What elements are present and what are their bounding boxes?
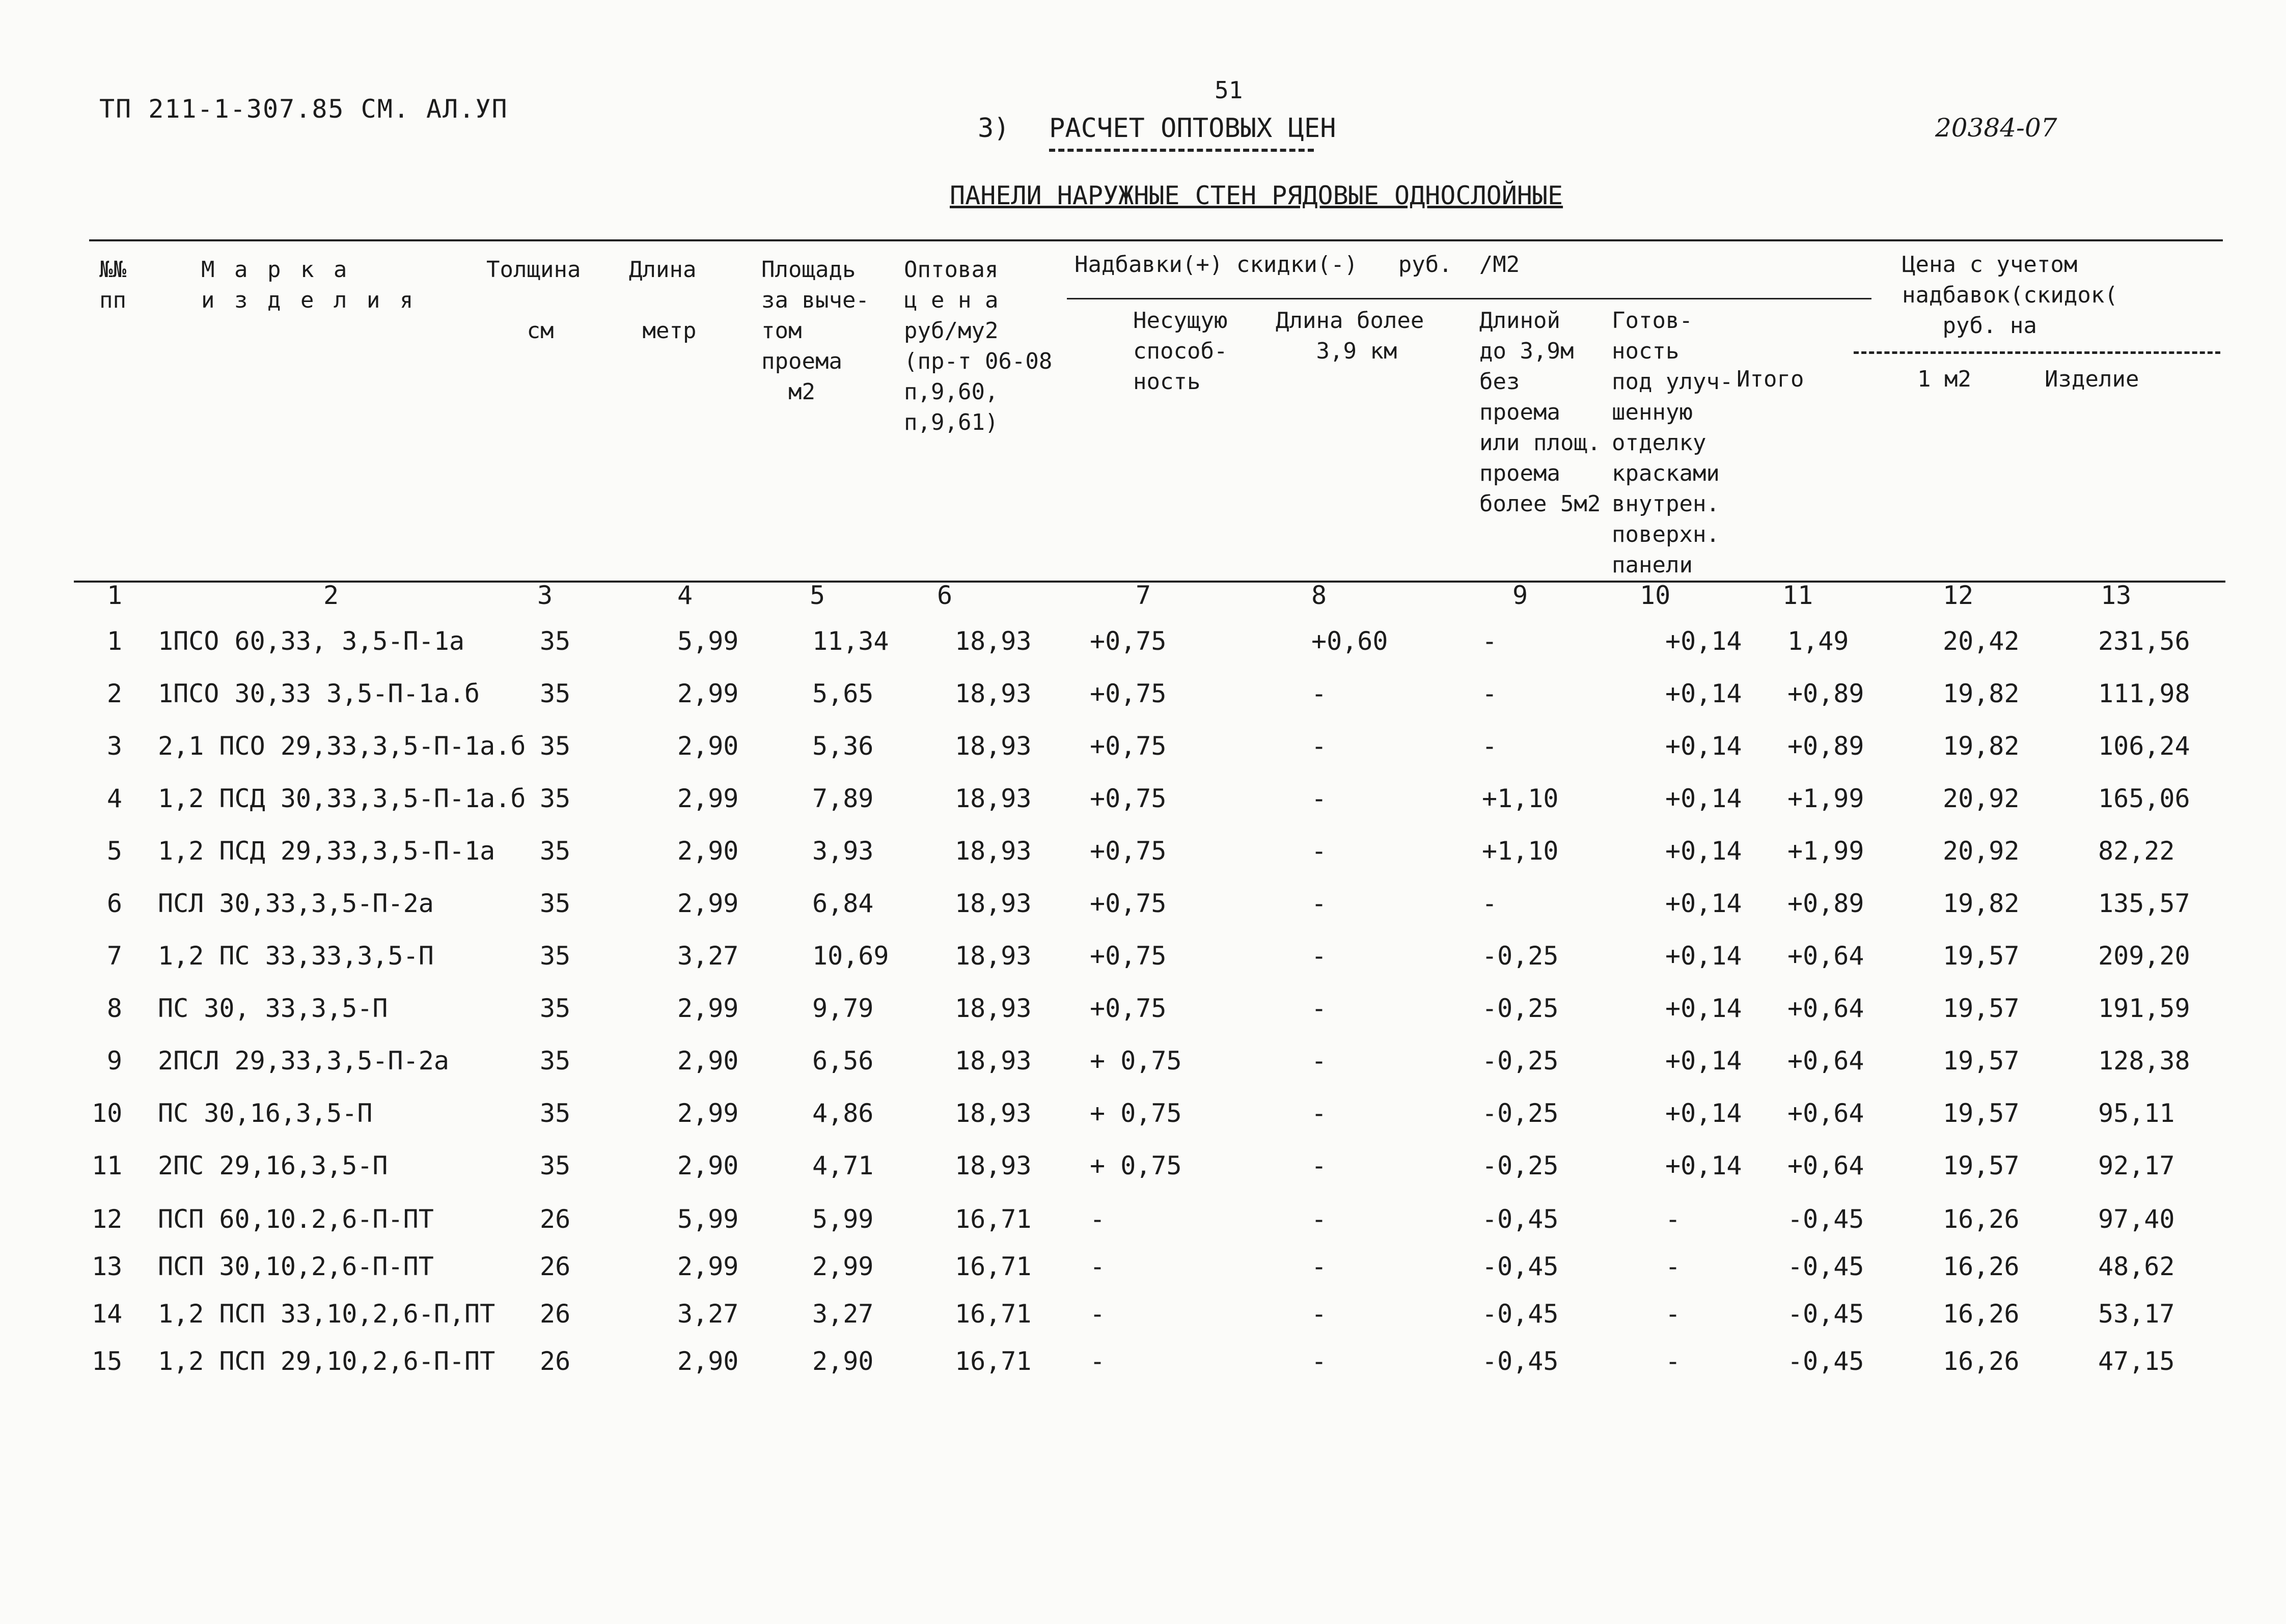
section-number: 3): [978, 113, 1010, 144]
cell-product-mark: 2ПС 29,16,3,5-П: [158, 1151, 388, 1180]
page-number: 51: [1215, 76, 1243, 104]
cell-product-mark: ПС 30, 33,3,5-П: [158, 994, 388, 1023]
cell-product-mark: 2ПСЛ 29,33,3,5-П-2а: [158, 1046, 449, 1076]
cell-surcharge-load-capacity: +0,75: [1090, 731, 1167, 761]
cell-surcharge-load-capacity: +0,75: [1090, 941, 1167, 971]
cell-product-mark: 2,1 ПСО 29,33,3,5-П-1а.б: [158, 731, 526, 761]
price-group-rule: [1854, 351, 2220, 354]
cell-row-number: 4: [106, 784, 122, 813]
cell-row-number: 12: [92, 1204, 123, 1234]
header-load-capacity: Несущую способ- ность: [1133, 308, 1228, 395]
cell-surcharge-load-capacity: -: [1090, 1299, 1106, 1329]
header-length-over: Длина более 3,9 км: [1276, 308, 1424, 364]
cell-row-number: 14: [92, 1299, 123, 1329]
cell-surcharge-load-capacity: +0,75: [1090, 626, 1167, 656]
cell-row-number: 5: [106, 836, 122, 866]
header-thickness: Толщина см: [486, 257, 581, 344]
cell-row-number: 10: [92, 1098, 123, 1128]
cell-surcharge-load-capacity: +0,75: [1090, 679, 1167, 708]
cell-product-mark: 1,2 ПСД 29,33,3,5-П-1а: [158, 836, 495, 866]
document-code: ТП 211-1-307.85 СМ. АЛ.УП: [99, 94, 508, 124]
header-wholesale-price: Оптовая ц е н а руб/му2 (пр-т 06-08 п,9,60, п,9,61): [904, 257, 1053, 435]
cell-product-mark: ПСП 60,10.2,6-П-ПТ: [158, 1204, 434, 1234]
cell-product-mark: 1,2 ПС 33,33,3,5-П: [158, 941, 434, 971]
table-title: ПАНЕЛИ НАРУЖНЫЕ СТЕН РЯДОВЫЕ ОДНОСЛОЙНЫЕ: [950, 181, 1563, 210]
cell-row-number: 15: [92, 1346, 123, 1376]
cell-row-number: 13: [92, 1252, 123, 1281]
cell-product-mark: 1ПСО 60,33, 3,5-П-1а: [158, 626, 465, 656]
cell-product-mark: ПСЛ 30,33,3,5-П-2а: [158, 889, 434, 918]
cell-row-number: 6: [106, 889, 122, 918]
cell-product-mark: 1,2 ПСП 33,10,2,6-П,ПТ: [158, 1299, 495, 1329]
cell-product-mark: ПСП 30,10,2,6-П-ПТ: [158, 1252, 434, 1281]
cell-row-number: 7: [106, 941, 122, 971]
cell-row-number: 1: [106, 626, 122, 656]
cell-surcharge-load-capacity: + 0,75: [1090, 1151, 1182, 1180]
cell-product-mark: 1,2 ПСП 29,10,2,6-П-ПТ: [158, 1346, 495, 1376]
cell-surcharge-load-capacity: + 0,75: [1090, 1098, 1182, 1128]
header-length: Длина метр: [629, 257, 697, 344]
cell-surcharge-load-capacity: +0,75: [1090, 994, 1167, 1023]
cell-product-mark: ПС 30,16,3,5-П: [158, 1098, 373, 1128]
cell-row-number: 8: [106, 994, 122, 1023]
cell-product-mark: 1ПСО 30,33 3,5-П-1а.б: [158, 679, 480, 708]
cell-surcharge-load-capacity: -: [1090, 1252, 1106, 1281]
archive-number: 20384-07: [1935, 113, 2057, 143]
section-title: РАСЧЕТ ОПТОВЫХ ЦЕН: [1049, 113, 1336, 144]
header-surcharges-group: Надбавки(+) скидки(-) руб. /М2: [1075, 252, 1520, 278]
cell-surcharge-load-capacity: + 0,75: [1090, 1046, 1182, 1076]
header-length-upto: Длиной до 3,9м без проема или площ. проема более 5м2: [1479, 308, 1601, 517]
header-row-number: №№ пп: [99, 257, 126, 313]
cell-surcharge-load-capacity: -: [1090, 1204, 1106, 1234]
header-product-mark: М а р к а и з д е л и я: [201, 257, 417, 313]
cell-row-number: 2: [106, 679, 122, 708]
header-price-per-m2: 1 м2: [1917, 366, 1971, 392]
cell-surcharge-load-capacity: -: [1090, 1346, 1106, 1376]
header-price-per-item: Изделие: [2045, 366, 2139, 392]
cell-surcharge-load-capacity: +0,75: [1090, 889, 1167, 918]
cell-row-number: 9: [106, 1046, 122, 1076]
header-area: Площадь за выче- том проема м2: [761, 257, 869, 405]
header-finish-readiness: Готов- ность под улуч- шенную отделку красками внутрен. поверхн. панели: [1612, 308, 1733, 578]
cell-surcharge-load-capacity: +0,75: [1090, 836, 1167, 866]
surcharge-group-rule: [1067, 298, 1871, 299]
header-total: Итого: [1737, 366, 1804, 392]
table-top-rule: [89, 239, 2223, 241]
cell-row-number: 11: [92, 1151, 123, 1180]
title-underline: [1049, 149, 1314, 152]
cell-row-number: 3: [106, 731, 122, 761]
cell-product-mark: 1,2 ПСД 30,33,3,5-П-1а.б: [158, 784, 526, 813]
header-price-group: Цена с учетом надбавок(скидок( руб. на: [1902, 252, 2118, 339]
cell-surcharge-load-capacity: +0,75: [1090, 784, 1167, 813]
